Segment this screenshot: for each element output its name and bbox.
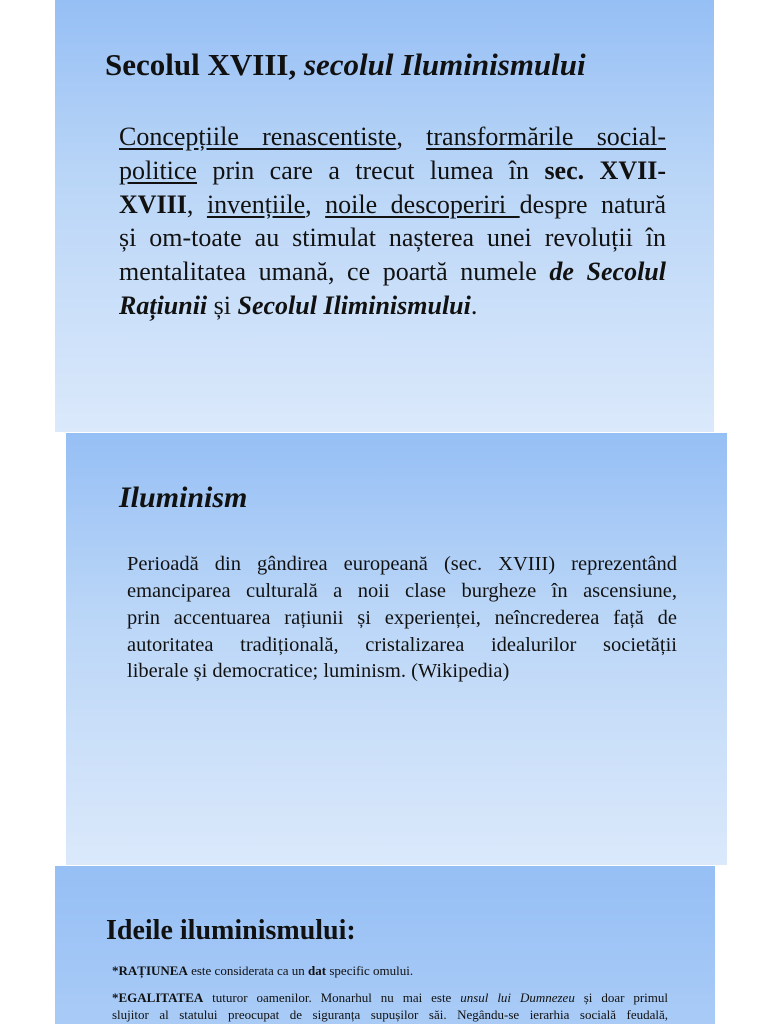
text-fragment: și doar primul bbox=[574, 989, 668, 1005]
text-line: Perioadă din gândirea europeană (sec. XVIII) reprezentând bbox=[127, 553, 677, 575]
slide-iluminism bbox=[66, 433, 727, 865]
text-fragment: mentalitatea umană, ce poartă numele bbox=[119, 257, 550, 287]
text-line: prin accentuarea rațiunii și experienței, neîncrederea față de bbox=[127, 606, 677, 629]
text-fragment: . bbox=[470, 290, 478, 320]
text-fragment: specific omului. bbox=[326, 963, 414, 978]
idea-paragraph-ratiunea bbox=[112, 962, 668, 980]
text-fragment: despre natură bbox=[519, 189, 666, 219]
italic-term: unsul lui Dumnezeu bbox=[460, 989, 575, 1005]
text-fragment: și bbox=[207, 290, 238, 320]
title-italic: secolul Iluminismului bbox=[303, 47, 586, 82]
text-line: emanciparea culturală a noii clase burgheze în ascensiune, bbox=[127, 579, 677, 602]
underlined-term: invențiile bbox=[206, 189, 306, 219]
text-line: slujitor al statului preocupat de siguranța supușilor săi. Negându-se ierarhia socială feudală, bbox=[112, 1007, 668, 1023]
text-line: și om-toate au stimulat nașterea unei revoluții în bbox=[119, 223, 666, 253]
idea-paragraph-egalitatea bbox=[112, 989, 668, 1024]
text-line bbox=[119, 255, 666, 289]
title-plain: Secolul XVIII, bbox=[105, 47, 304, 82]
slide-body-text bbox=[119, 120, 666, 323]
slide-title: Iluminism bbox=[119, 481, 248, 514]
text-line: autoritatea tradițională, cristalizarea idealurilor societății bbox=[127, 633, 677, 656]
text-line bbox=[119, 188, 666, 222]
underlined-term: politice bbox=[119, 155, 197, 185]
text-line bbox=[119, 120, 666, 154]
idea-heading: *RAȚIUNEA bbox=[112, 963, 188, 978]
text-fragment: , bbox=[186, 189, 207, 219]
bold-term: sec. XVII- bbox=[544, 155, 666, 185]
text-fragment: tuturor oamenilor. Monarhul nu mai este bbox=[203, 989, 461, 1005]
text-fragment: , bbox=[305, 189, 326, 219]
bold-italic-term: Secolul Iliminismului bbox=[237, 290, 471, 320]
underlined-term: Concepțiile renascentiste bbox=[119, 122, 397, 151]
slide-title: Ideile iluminismului: bbox=[106, 915, 356, 946]
slide-body-text bbox=[127, 551, 677, 685]
bold-term: XVIII bbox=[119, 189, 187, 219]
text-line: liberale și democratice; luminism. (Wikipedia) bbox=[127, 660, 510, 683]
text-fragment: prin care a trecut lumea în bbox=[196, 155, 545, 185]
text-fragment: este considerata ca un bbox=[187, 963, 309, 978]
bold-term: dat bbox=[308, 963, 327, 978]
slide-body-text bbox=[112, 962, 668, 1024]
slide-ideile-iluminismului bbox=[55, 866, 715, 1024]
slide-title bbox=[105, 48, 586, 82]
text-line bbox=[119, 154, 666, 188]
slide-secolul-xviii bbox=[55, 0, 714, 432]
underlined-term: noile descoperiri bbox=[325, 189, 520, 219]
bold-italic-term: de Secolul bbox=[549, 257, 666, 287]
text-line bbox=[112, 989, 668, 1007]
bold-italic-term: Rațiunii bbox=[119, 290, 208, 320]
text-line bbox=[119, 289, 666, 323]
underlined-term: transformările social- bbox=[426, 122, 666, 151]
idea-heading: *EGALITATEA bbox=[112, 989, 204, 1005]
text-fragment: , bbox=[396, 122, 403, 151]
